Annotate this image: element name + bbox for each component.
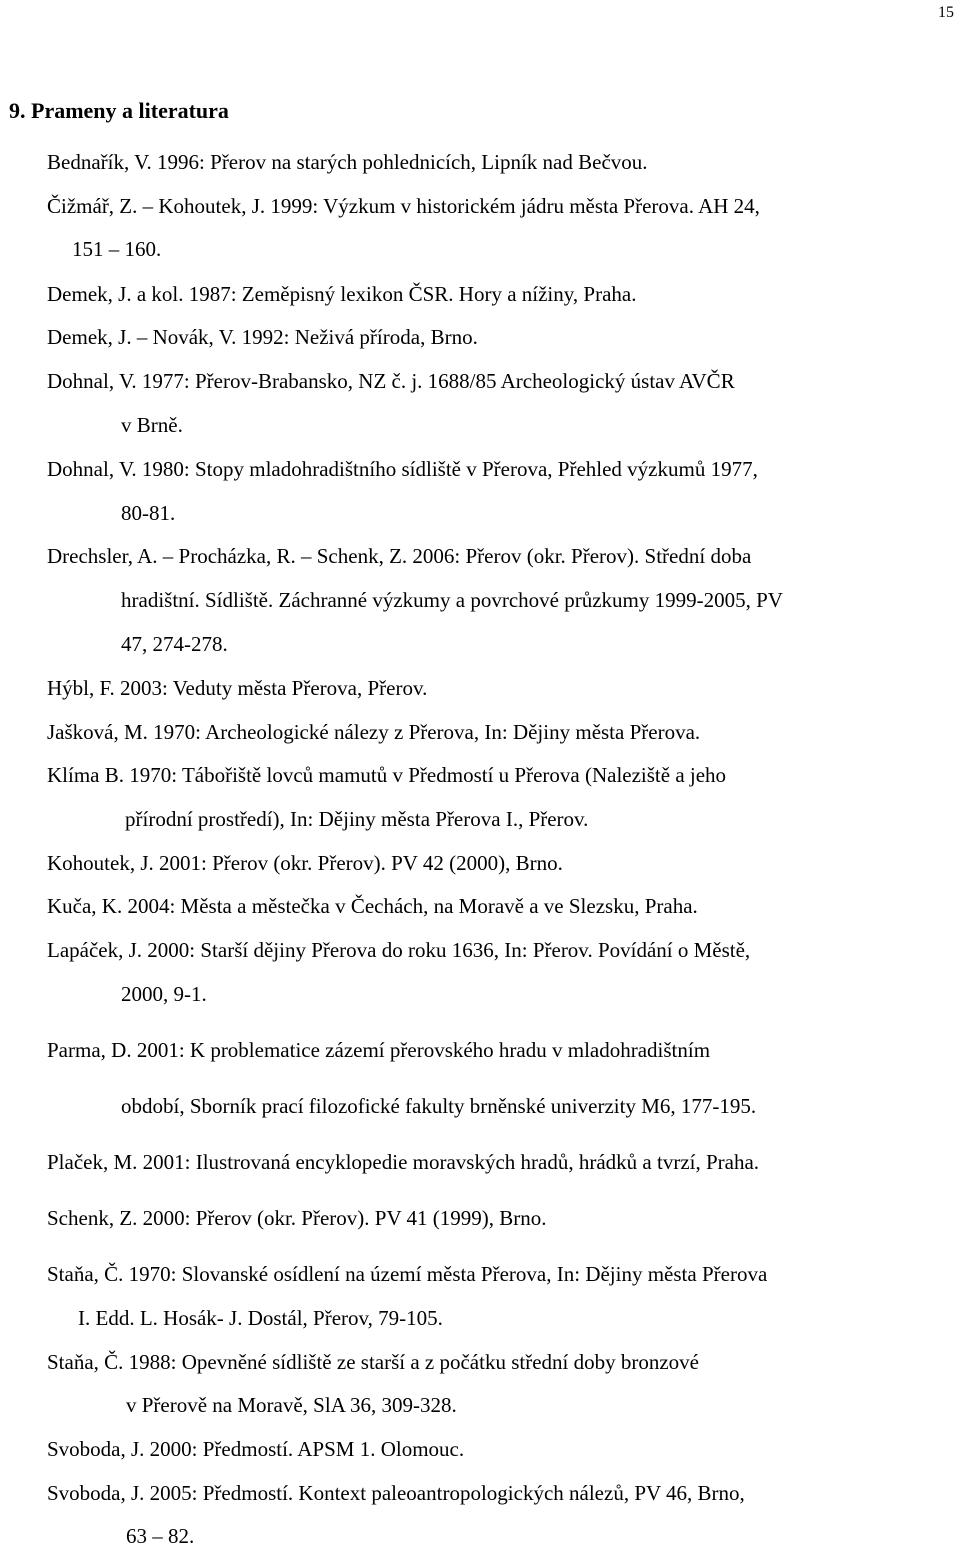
bibliography-line: přírodní prostředí), In: Dějiny města Přerova I., Přerov. [125, 807, 589, 831]
bibliography-line: Dohnal, V. 1980: Stopy mladohradištního sídliště v Přerova, Přehled výzkumů 1977, [47, 457, 758, 481]
bibliography-line: v Brně. [121, 413, 183, 437]
bibliography-line: Schenk, Z. 2000: Přerov (okr. Přerov). PV 41 (1999), Brno. [47, 1206, 547, 1230]
bibliography-line: Staňa, Č. 1988: Opevněné sídliště ze starší a z počátku střední doby bronzové [47, 1350, 700, 1374]
bibliography-line: Demek, J. – Novák, V. 1992: Neživá příroda, Brno. [47, 325, 478, 349]
bibliography-line: Demek, J. a kol. 1987: Zeměpisný lexikon ČSR. Hory a nížiny, Praha. [47, 282, 637, 306]
bibliography-line: 151 – 160. [72, 237, 162, 261]
bibliography-line: období, Sborník prací filozofické fakulty brněnské univerzity M6, 177-195. [121, 1094, 757, 1118]
bibliography-line: Svoboda, J. 2000: Předmostí. APSM 1. Olomouc. [47, 1437, 465, 1461]
bibliography-line: 63 – 82. [126, 1524, 195, 1548]
bibliography-line: Plaček, M. 2001: Ilustrovaná encyklopedie moravských hradů, hrádků a tvrzí, Praha. [47, 1150, 760, 1174]
bibliography-line: Staňa, Č. 1970: Slovanské osídlení na území města Přerova, In: Dějiny města Přerova [47, 1262, 768, 1286]
bibliography-line: v Přerově na Moravě, SlA 36, 309-328. [126, 1393, 457, 1417]
bibliography-line: Lapáček, J. 2000: Starší dějiny Přerova do roku 1636, In: Přerov. Povídání o Městě, [47, 938, 751, 962]
bibliography-line: 2000, 9-1. [121, 982, 207, 1006]
bibliography-line: Svoboda, J. 2005: Předmostí. Kontext paleoantropologických nálezů, PV 46, Brno, [47, 1481, 745, 1505]
bibliography-line: Hýbl, F. 2003: Veduty města Přerova, Přerov. [47, 676, 428, 700]
bibliography-line: 47, 274-278. [121, 632, 228, 656]
bibliography-line: Kohoutek, J. 2001: Přerov (okr. Přerov). PV 42 (2000), Brno. [47, 851, 563, 875]
section-heading: 9. Prameny a literatura [9, 98, 229, 123]
bibliography-line: I. Edd. L. Hosák- J. Dostál, Přerov, 79-105. [78, 1306, 443, 1330]
bibliography-line: Čižmář, Z. – Kohoutek, J. 1999: Výzkum v historickém jádru města Přerova. AH 24, [47, 194, 760, 218]
bibliography-line: Klíma B. 1970: Tábořiště lovců mamutů v Předmostí u Přerova (Naleziště a jeho [47, 763, 727, 787]
bibliography-line: Dohnal, V. 1977: Přerov-Brabansko, NZ č. j. 1688/85 Archeologický ústav AVČR [47, 369, 735, 393]
bibliography-line: Jašková, M. 1970: Archeologické nálezy z Přerova, In: Dějiny města Přerova. [47, 720, 701, 744]
bibliography-line: Parma, D. 2001: K problematice zázemí přerovského hradu v mladohradištním [47, 1038, 711, 1062]
page-number: 15 [938, 4, 954, 21]
bibliography-line: hradištní. Sídliště. Záchranné výzkumy a povrchové průzkumy 1999-2005, PV [121, 588, 783, 612]
bibliography-line: Drechsler, A. – Procházka, R. – Schenk, Z. 2006: Přerov (okr. Přerov). Střední doba [47, 544, 752, 568]
bibliography-line: Kuča, K. 2004: Města a městečka v Čechách, na Moravě a ve Slezsku, Praha. [47, 894, 698, 918]
bibliography-line: Bednařík, V. 1996: Přerov na starých pohlednicích, Lipník nad Bečvou. [47, 150, 648, 174]
bibliography-line: 80-81. [121, 501, 176, 525]
